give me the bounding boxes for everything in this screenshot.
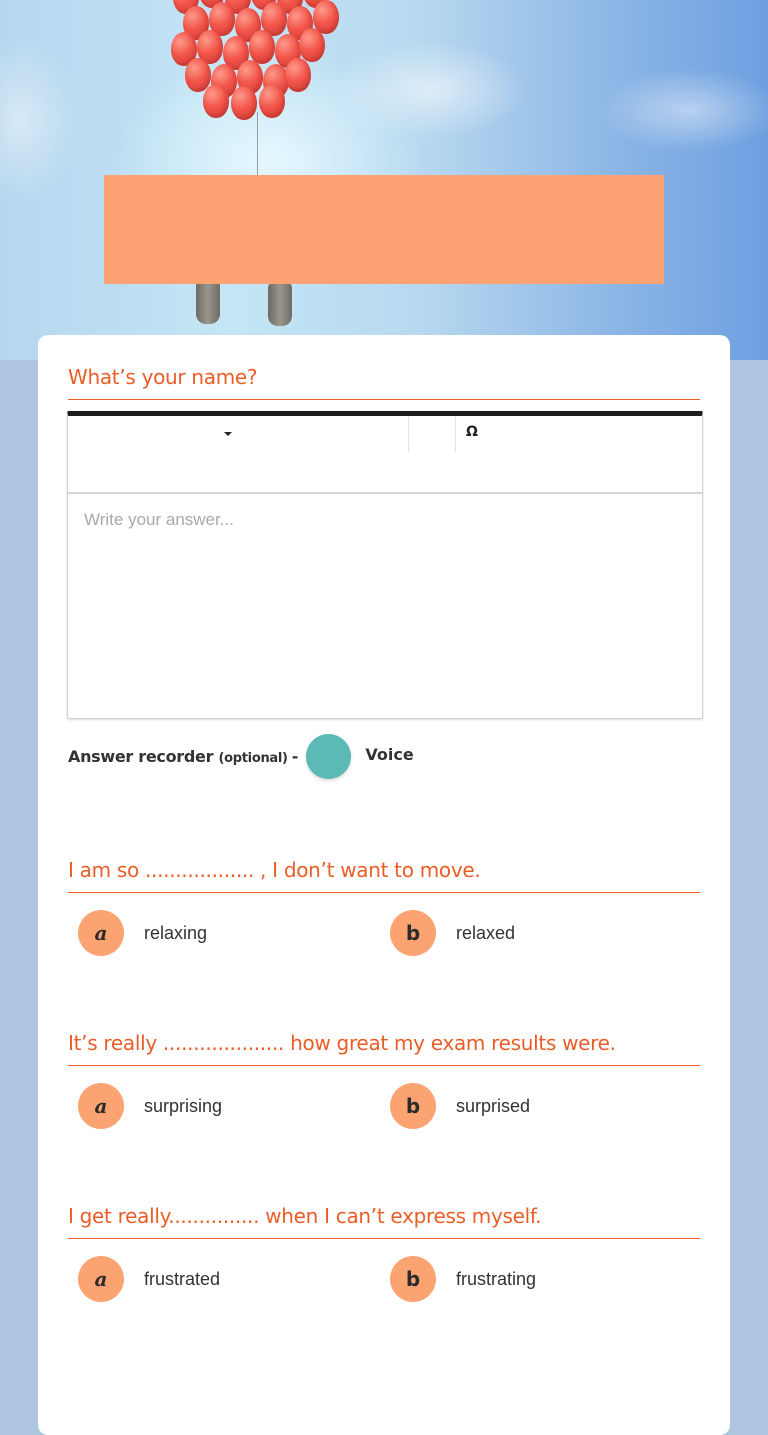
option-a[interactable] (78, 1083, 222, 1129)
option-a[interactable] (78, 1256, 220, 1302)
elephant-legs-image (190, 280, 320, 328)
header-image (0, 0, 768, 360)
editor-toolbar (68, 416, 702, 494)
format-dropdown[interactable] (68, 416, 409, 452)
balloons-image (165, 0, 345, 120)
option-b-badge: b (390, 1083, 436, 1129)
question-4-title: I get really............... when I can’t express myself. (68, 1202, 700, 1239)
option-b-badge: b (390, 1256, 436, 1302)
option-b-text: surprised (456, 1095, 531, 1116)
option-b-text: relaxed (456, 922, 516, 943)
question-2-options (68, 910, 700, 956)
recorder-mode-label: Voice (365, 744, 414, 764)
record-button[interactable] (306, 734, 351, 779)
option-b[interactable] (390, 910, 515, 956)
recorder-label: Answer recorder (optional) (68, 746, 288, 766)
special-character-icon[interactable]: Ω (466, 424, 478, 440)
recorder-optional-label: (optional) (218, 750, 288, 766)
option-b-badge: b (390, 910, 436, 956)
question-1-title: What’s your name? (68, 363, 700, 400)
option-a-badge: a (78, 910, 124, 956)
option-a-badge: a (78, 1256, 124, 1302)
toolbar-button[interactable] (409, 416, 456, 452)
question-3-title: It’s really .................... how great my exam results were. (68, 1029, 700, 1066)
option-a-badge: a (78, 1083, 124, 1129)
balloon-string (257, 112, 258, 178)
option-a-text: surprising (144, 1095, 223, 1116)
option-b-text: frustrating (456, 1268, 537, 1289)
recorder-dash: - (291, 746, 299, 766)
rich-text-editor (67, 411, 703, 719)
question-2-title: I am so .................. , I don’t want to move. (68, 856, 700, 893)
title-banner (104, 175, 664, 284)
option-a-text: frustrated (144, 1268, 221, 1289)
answer-recorder (68, 733, 414, 779)
option-a[interactable] (78, 910, 207, 956)
option-b[interactable] (390, 1083, 530, 1129)
chevron-down-icon (224, 432, 232, 436)
answer-input[interactable] (68, 494, 702, 712)
worksheet-card (38, 335, 730, 1435)
question-3-options (68, 1083, 700, 1129)
option-b[interactable] (390, 1256, 536, 1302)
option-a-text: relaxing (144, 922, 208, 943)
question-4-options (68, 1256, 700, 1302)
